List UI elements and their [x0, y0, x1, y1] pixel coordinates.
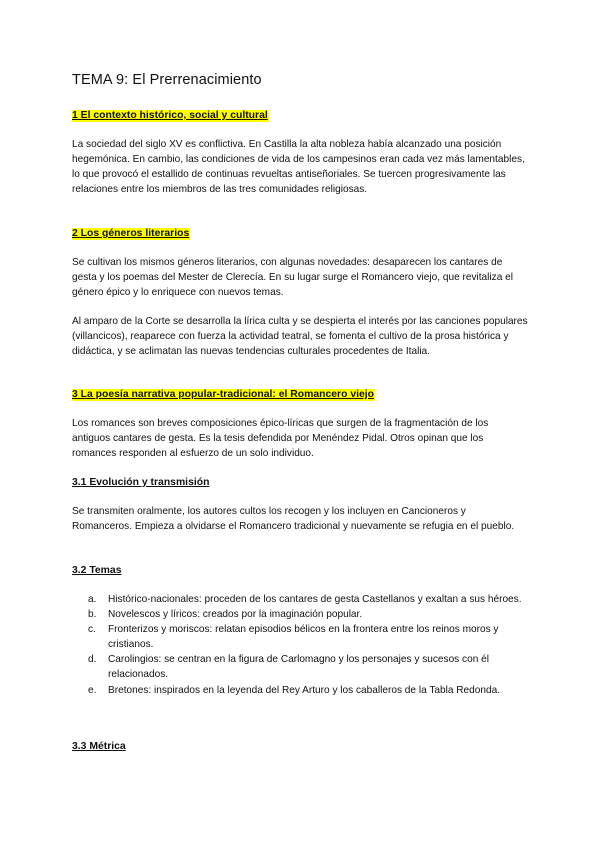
section-3-paragraph: Los romances son breves composiciones épico-líricas que surgen de la fragmentación de los antiguos cantares de gesta. Es la tesis defendida por Menéndez Pidal. Otros opinan que los romances responden al esfuerzo de un solo individuo.	[72, 418, 489, 460]
section-heading-1-text: 1 El contexto histórico, social y cultural	[72, 110, 268, 121]
section-heading-3-3: 3.3 Métrica	[72, 741, 126, 752]
list-item	[72, 592, 532, 607]
section-1-paragraph: La sociedad del siglo XV es conflictiva. En Castilla la alta nobleza había alcanzado una posición hegemónica. En cambio, las condiciones de vida de los campesinos eran cada vez más lamentables, lo que provocó el estallido de continuas revueltas antiseñoriales. Se tuercen progresivamente las relaciones entre los miembros de las tres comunidades religiosas.	[72, 139, 525, 196]
list-marker: c.	[88, 624, 96, 636]
list-marker: a.	[88, 594, 97, 605]
list-item-text: Carolingios: se centran en la figura de Carlomagno y los personajes y sucesos con él relacionados.	[108, 654, 489, 681]
section-2-paragraph-2: Al amparo de la Corte se desarrolla la lírica culta y se despierta el interés por las canciones populares (villancicos), reaparece con fuerza la actividad teatral, se fomenta el cultivo de la prosa histórica y didáctica, y se aclimatan las nuevas tendencias culturales procedentes de Italia.	[72, 316, 528, 358]
section-heading-3	[72, 388, 375, 402]
list-marker: b.	[88, 609, 97, 621]
list-item	[72, 622, 532, 652]
page-title: TEMA 9: El Prerrenacimiento	[72, 72, 262, 88]
section-heading-3-1: 3.1 Evolución y transmisión	[72, 477, 210, 488]
list-marker: d.	[88, 654, 97, 666]
section-heading-2	[72, 227, 190, 241]
list-item	[72, 683, 532, 698]
list-item-text: Fronterizos y moriscos: relatan episodios bélicos en la frontera entre los reinos moros y cristianos.	[108, 624, 499, 651]
section-heading-1	[72, 109, 269, 123]
section-heading-3-2: 3.2 Temas	[72, 565, 122, 576]
list-item-text: Novelescos y líricos: creados por la imaginación popular.	[108, 609, 363, 621]
list-item-text: Bretones: inspirados en la leyenda del Rey Arturo y los caballeros de la Tabla Redonda.	[108, 684, 501, 696]
list-item	[72, 652, 532, 682]
section-2-paragraph-1: Se cultivan los mismos géneros literarios, con algunas novedades: desaparecen los cantares de gesta y los poemas del Mester de Clerecía. En su lugar surge el Romancero viejo, que revitaliza el género épico y lo enriquece con nuevos temas.	[72, 257, 513, 299]
list-item	[72, 607, 532, 622]
list-item-text: Histórico-nacionales: proceden de los cantares de gesta Castellanos y exaltan a sus héroes.	[108, 594, 522, 605]
section-heading-2-text: 2 Los géneros literarios	[72, 228, 190, 239]
section-heading-3-text: 3 La poesía narrativa popular-tradicional: el Romancero viejo	[72, 389, 374, 400]
themes-list	[72, 592, 532, 698]
section-3-1-paragraph: Se transmiten oralmente, los autores cultos los recogen y los incluyen en Cancioneros y Romanceros. Empieza a olvidarse el Romancero tradicional y nuevamente se refugia en el pueblo.	[72, 506, 515, 533]
list-marker: e.	[88, 684, 97, 696]
